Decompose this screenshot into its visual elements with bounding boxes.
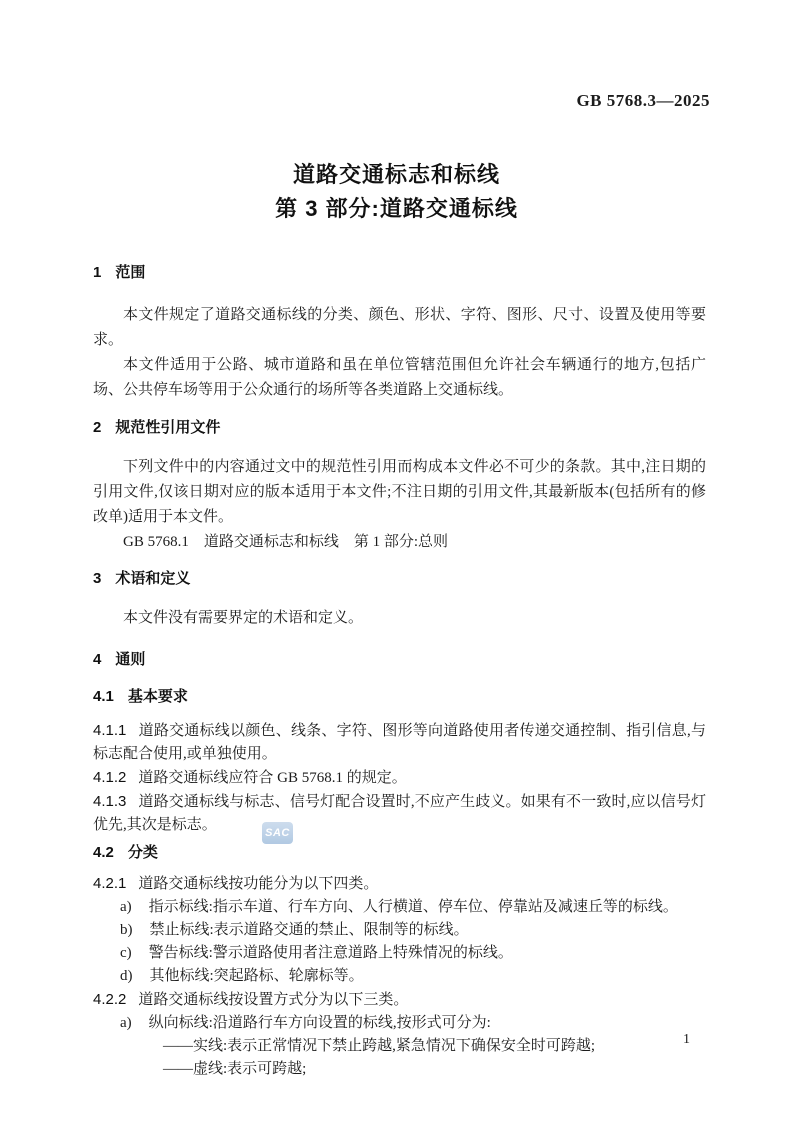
list-item-a	[93, 896, 706, 919]
list-item-a-label: a)	[120, 899, 132, 915]
clause-4-2-2-text: 道路交通标线按设置方式分为以下三类。	[138, 992, 409, 1008]
section-2-heading	[93, 416, 706, 440]
subsection-4-2-number: 4.2	[93, 844, 114, 861]
list-item-c-text: 警告标线:警示道路使用者注意道路上特殊情况的标线。	[148, 945, 513, 961]
clause-4-1-1-text: 道路交通标线以颜色、线条、字符、图形等向道路使用者传递交通控制、指引信息,与标志配合使用,或单独使用。	[93, 723, 706, 762]
section-4-title: 通则	[115, 651, 146, 668]
section-3-title: 术语和定义	[115, 570, 191, 587]
dash-item-broken-line: ——虚线:表示可跨越;	[163, 1061, 307, 1077]
clause-4-2-1	[93, 872, 706, 896]
list-item-a2	[93, 1012, 706, 1035]
clause-4-1-1	[93, 719, 706, 766]
clause-4-1-3	[93, 790, 706, 837]
section-4-number: 4	[93, 651, 102, 668]
list-item-c	[93, 942, 706, 965]
list-item-c-label: c)	[120, 945, 132, 961]
clause-4-1-1-number: 4.1.1	[93, 722, 127, 739]
section-3-number: 3	[93, 570, 102, 587]
normative-reference: GB 5768.1 道路交通标志和标线 第 1 部分:总则	[123, 534, 449, 550]
list-item-d	[93, 965, 706, 988]
document-title	[0, 158, 793, 226]
dash-item-solid-line: ——实线:表示正常情况下禁止跨越,紧急情况下确保安全时可跨越;	[163, 1038, 596, 1054]
page-number: 1	[683, 1032, 690, 1047]
clause-4-1-3-number: 4.1.3	[93, 793, 127, 810]
section-2-title: 规范性引用文件	[115, 419, 221, 436]
clause-4-1-2-text: 道路交通标线应符合 GB 5768.1 的规定。	[138, 770, 407, 786]
clause-4-1-2-number: 4.1.2	[93, 769, 127, 786]
clause-4-2-2-number: 4.2.2	[93, 991, 127, 1008]
list-item-a-text: 指示标线:指示车道、行车方向、人行横道、停车位、停靠站及减速丘等的标线。	[148, 899, 678, 915]
document-title-line-2: 第 3 部分:道路交通标线	[275, 196, 518, 221]
list-item-a2-label: a)	[120, 1015, 132, 1031]
subsection-4-1-heading	[93, 685, 706, 709]
section-3-paragraph-1: 本文件没有需要界定的术语和定义。	[123, 610, 364, 626]
list-item-b	[93, 919, 706, 942]
section-1-heading	[93, 261, 706, 285]
standard-number: GB 5768.3—2025	[576, 91, 710, 110]
clause-4-1-3-text: 道路交通标线与标志、信号灯配合设置时,不应产生歧义。如果有不一致时,应以信号灯优先,其次是标志。	[93, 794, 706, 833]
list-item-d-text: 其他标线:突起路标、轮廓标等。	[149, 968, 364, 984]
list-item-d-label: d)	[120, 968, 133, 984]
section-1-title: 范围	[115, 264, 146, 281]
list-item-a2-text: 纵向标线:沿道路行车方向设置的标线,按形式可分为:	[148, 1015, 491, 1031]
subsection-4-2-heading	[93, 841, 706, 865]
document-body	[93, 261, 706, 1081]
clause-4-2-1-text: 道路交通标线按功能分为以下四类。	[138, 876, 379, 892]
clause-4-1-2	[93, 766, 706, 790]
section-3-heading	[93, 567, 706, 591]
subsection-4-1-number: 4.1	[93, 688, 114, 705]
list-item-b-label: b)	[120, 922, 133, 938]
subsection-4-1-title: 基本要求	[127, 688, 188, 705]
section-4-heading	[93, 648, 706, 672]
section-2-paragraph-1: 下列文件中的内容通过文中的规范性引用而构成本文件必不可少的条款。其中,注日期的引用文件,仅该日期对应的版本适用于本文件;不注日期的引用文件,其最新版本(包括所有的修改单)适用于本文件。	[93, 459, 706, 525]
sac-watermark-badge: SAC	[262, 822, 293, 844]
section-1-paragraph-2: 本文件适用于公路、城市道路和虽在单位管辖范围但允许社会车辆通行的地方,包括广场、公共停车场等用于公众通行的场所等各类道路上交通标线。	[93, 357, 706, 398]
document-title-line-1: 道路交通标志和标线	[292, 162, 500, 187]
section-1-number: 1	[93, 264, 102, 281]
section-1-paragraph-1: 本文件规定了道路交通标线的分类、颜色、形状、字符、图形、尺寸、设置及使用等要求。	[93, 307, 706, 348]
list-item-b-text: 禁止标线:表示道路交通的禁止、限制等的标线。	[149, 922, 469, 938]
clause-4-2-2	[93, 988, 706, 1012]
clause-4-2-1-number: 4.2.1	[93, 875, 127, 892]
section-2-number: 2	[93, 419, 102, 436]
subsection-4-2-title: 分类	[127, 844, 158, 861]
